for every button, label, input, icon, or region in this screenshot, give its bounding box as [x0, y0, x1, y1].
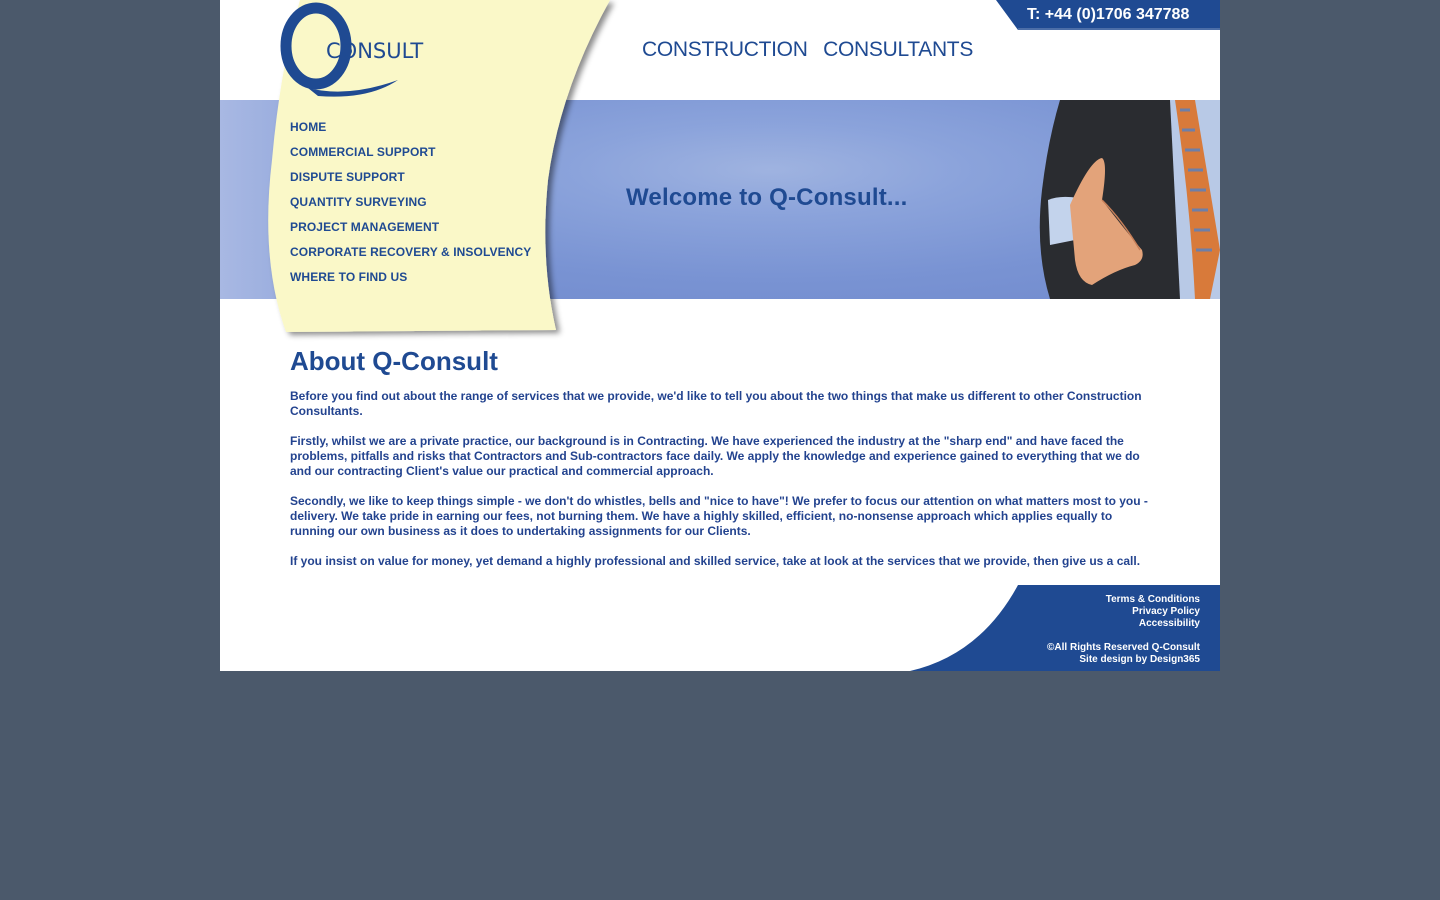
q-consult-logo-icon — [278, 0, 438, 100]
main-content — [290, 346, 1150, 584]
nav-project-management[interactable]: PROJECT MANAGEMENT — [290, 220, 440, 234]
nav-dispute-support[interactable]: DISPUTE SUPPORT — [290, 170, 405, 184]
closing-paragraph: If you insist on value for money, yet demand a highly professional and skilled service, take at look at the services that we provide, then give us a call. — [290, 554, 1141, 568]
nav-corporate-recovery[interactable]: CORPORATE RECOVERY & INSOLVENCY — [290, 245, 532, 259]
nav-quantity-surveying[interactable]: QUANTITY SURVEYING — [290, 195, 427, 209]
svg-text:CONSULT: CONSULT — [326, 39, 424, 63]
phone-number: T: +44 (0)1706 347788 — [1027, 6, 1190, 23]
nav-home[interactable]: HOME — [290, 120, 327, 134]
site-credit-link[interactable]: Site design by Design365 — [1079, 654, 1200, 665]
footer-links — [1047, 594, 1200, 666]
page-container — [220, 0, 1220, 671]
nav-where-to-find-us[interactable]: WHERE TO FIND US — [290, 270, 408, 284]
terms-link[interactable]: Terms & Conditions — [1105, 594, 1200, 605]
tagline-construction: CONSTRUCTION — [642, 38, 808, 61]
page-title: About Q-Consult — [290, 346, 498, 376]
secondly-paragraph: Secondly, we like to keep things simple - we don't do whistles, bells and "nice to have"! We prefer to focus our attention on what matters most to you - delivery. We take pride in earning our fees, not burning them. We have a highly skilled, efficient, no-nonsense approach which applies equally to running our own business as it does to undertaking assignments for our Clients. — [290, 494, 1148, 538]
copyright: ©All Rights Reserved Q-Consult — [1047, 642, 1200, 653]
intro-paragraph: Before you find out about the range of services that we provide, we'd like to tell you about the two things that make us different to other Construction Consultants. — [290, 389, 1142, 418]
main-nav — [290, 119, 531, 294]
welcome-heading: Welcome to Q-Consult... — [626, 184, 908, 211]
handshake-figure-icon — [1030, 100, 1220, 299]
nav-commercial-support[interactable]: COMMERCIAL SUPPORT — [290, 145, 436, 159]
firstly-paragraph: Firstly, whilst we are a private practice, our background is in Contracting. We have experienced the industry at the "sharp end" and have faced the problems, pitfalls and risks that Contractors and Sub-contractors face daily. We apply the knowledge and experience gained to everything that we do and our contracting Client's value our practical and commercial approach. — [290, 434, 1140, 478]
accessibility-link[interactable]: Accessibility — [1138, 618, 1200, 629]
tagline — [642, 38, 973, 62]
tagline-consultants: CONSULTANTS — [823, 38, 974, 61]
privacy-link[interactable]: Privacy Policy — [1132, 606, 1200, 617]
